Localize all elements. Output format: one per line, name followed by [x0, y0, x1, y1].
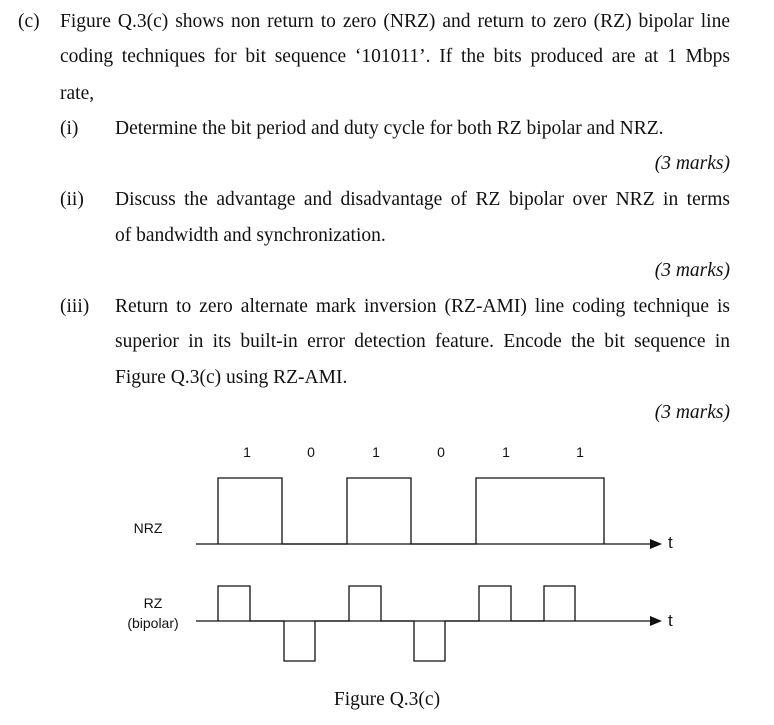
bit-label-6: 1: [576, 444, 584, 460]
intro-line-3: rate,: [60, 83, 95, 104]
rz-axis-arrow: [650, 616, 662, 626]
bit-label-4: 0: [437, 444, 445, 460]
subquestion-label-ii: (ii): [60, 189, 84, 210]
subquestion-iii-line-1: Return to zero alternate mark inversion (RZ-AMI) line coding technique is: [115, 296, 730, 317]
intro-line-1: Figure Q.3(c) shows non return to zero (NRZ) and return to zero (RZ) bipolar line: [60, 11, 730, 32]
bit-label-2: 0: [307, 444, 315, 460]
marks-ii: (3 marks): [654, 260, 730, 281]
marks-iii: (3 marks): [654, 402, 730, 423]
nrz-waveform: [218, 478, 604, 544]
subquestion-label-iii: (iii): [60, 296, 90, 317]
subquestion-iii-line-2: superior in its built-in error detection feature. Encode the bit sequence in: [115, 331, 730, 352]
subquestion-iii-line-3: Figure Q.3(c) using RZ-AMI.: [115, 367, 348, 388]
bit-label-1: 1: [243, 444, 251, 460]
nrz-label: NRZ: [133, 520, 163, 536]
rz-bipolar-label: (bipolar): [127, 615, 179, 631]
rz-label: RZ: [143, 595, 163, 611]
rz-time-label: t: [668, 611, 673, 630]
subquestion-i-line-1: Determine the bit period and duty cycle for both RZ bipolar and NRZ.: [115, 118, 664, 139]
bit-label-3: 1: [372, 444, 380, 460]
subquestion-label-i: (i): [60, 118, 79, 139]
marks-i: (3 marks): [654, 153, 730, 174]
part-label: (c): [18, 11, 40, 32]
intro-line-2: coding techniques for bit sequence ‘101011’. If the bits produced are at 1 Mbps: [60, 46, 730, 67]
nrz-axis-arrow: [650, 539, 662, 549]
subquestion-ii-line-1: Discuss the advantage and disadvantage of RZ bipolar over NRZ in terms: [115, 189, 730, 210]
subquestion-ii-line-2: of bandwidth and synchronization.: [115, 225, 386, 246]
bit-label-5: 1: [502, 444, 510, 460]
nrz-time-label: t: [668, 533, 673, 552]
figure-caption: Figure Q.3(c): [333, 689, 441, 710]
rz-bipolar-waveform: [218, 586, 575, 661]
